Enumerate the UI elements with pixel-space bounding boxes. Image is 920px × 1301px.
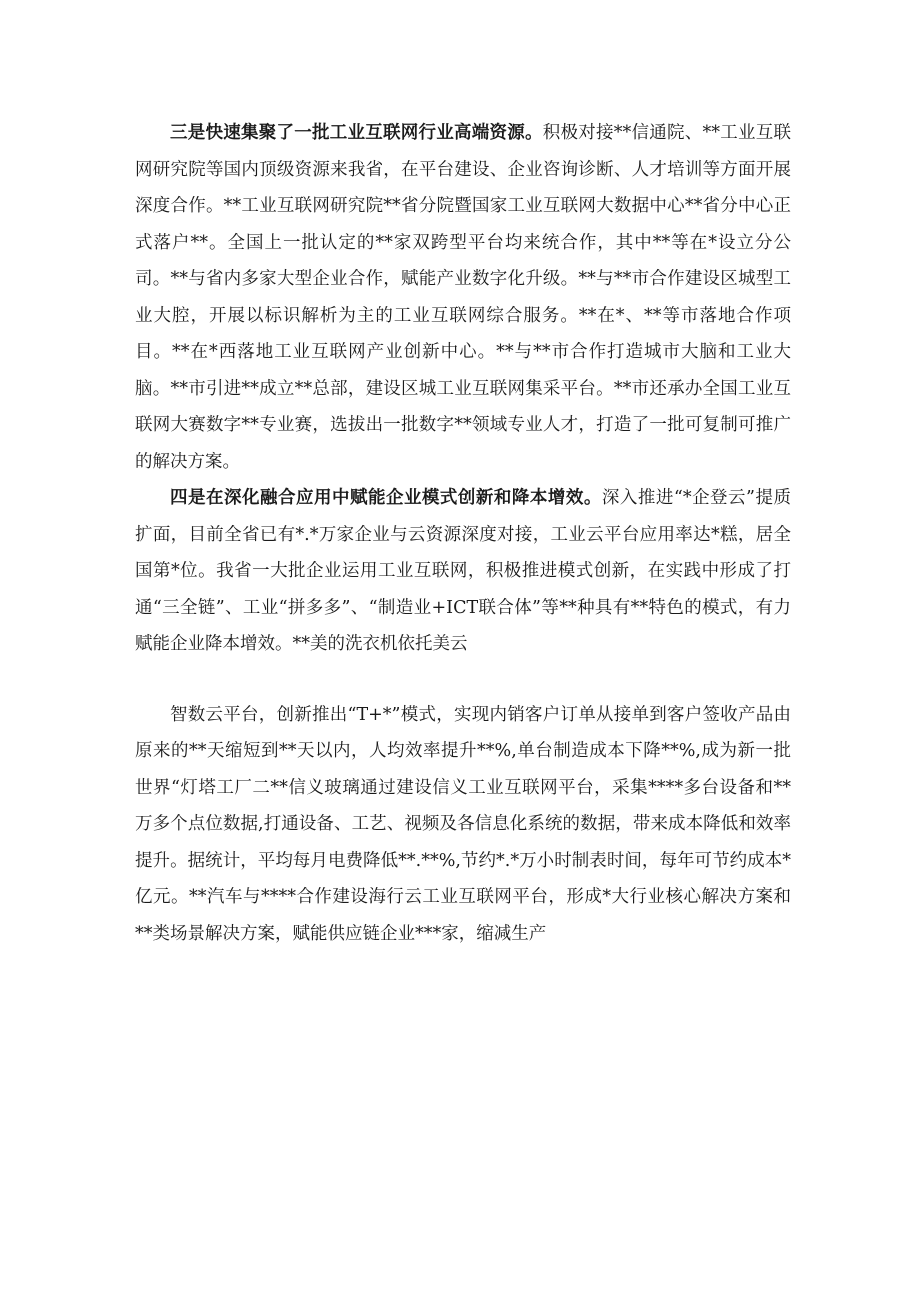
paragraph-3-body: 智数云平台，创新推出“T+*”模式，实现内销客户订单从接单到客户签收产品由原来的**天缩短到**天以内，人均效率提升**%,单台制造成本下降**%,成为新一批世界“灯塔工厂二**信义玻璃通过建设信义工业互联网平台，采集****多台设备和**万多个点位数据,打通设备、工艺、视频及各信息化系统的数据，带来成本降低和效率提升。据统计，平均每月电费降低**.**%,节约*.*万小时制表时间，每年可节约成本*亿元。**汽车与****合作建设海行云工业互联网平台，形成*大行业核心解决方案和**类场景解决方案，赋能供应链企业***家，缩减生产 [135,704,791,944]
paragraph-2 [135,480,791,663]
document-page [135,115,791,952]
paragraph-1-body: 积极对接**信通院、**工业互联网研究院等国内顶级资源来我省，在平台建设、企业咨询诊断、人才培训等方面开展深度合作。**工业互联网研究院**省分院暨国家工业互联网大数据中心**省分中心正式落户**。全国上一批认定的**家双跨型平台均来统合作，其中**等在*设立分公司。**与省内多家大型企业合作，赋能产业数字化升级。**与**市合作建设区城型工业大腔，开展以标识解析为主的工业互联网综合服务。**在*、**等市落地合作项目。**在*西落地工业互联网产业创新中心。**与**市合作打造城市大脑和工业大脑。**市引进**成立**总部，建设区城工业互联网集采平台。**市还承办全国工业互联网大赛数字**专业赛，选拔出一批数字**领域专业人才，打造了一批可复制可推广的解决方案。 [135,123,791,472]
paragraph-3 [135,697,791,953]
paragraph-1-lead: 三是快速集聚了一批工业互联网行业高端资源。 [170,123,543,143]
paragraph-2-lead: 四是在深化融合应用中赋能企业模式创新和降本增效。 [170,488,602,508]
paragraph-2-body: 深入推进“*企登云”提质扩面，目前全省已有*.*万家企业与云资源深度对接，工业云平台应用率达*糕，居全国第*位。我省一大批企业运用工业互联网，积极推进模式创新，在实践中形成了打通“三全链”、工业“拼多多”、“制造业+ICT联合体”等**种具有**特色的模式，有力赋能企业降本增效。**美的洗衣机依托美云 [135,488,791,654]
paragraph-1 [135,115,791,480]
